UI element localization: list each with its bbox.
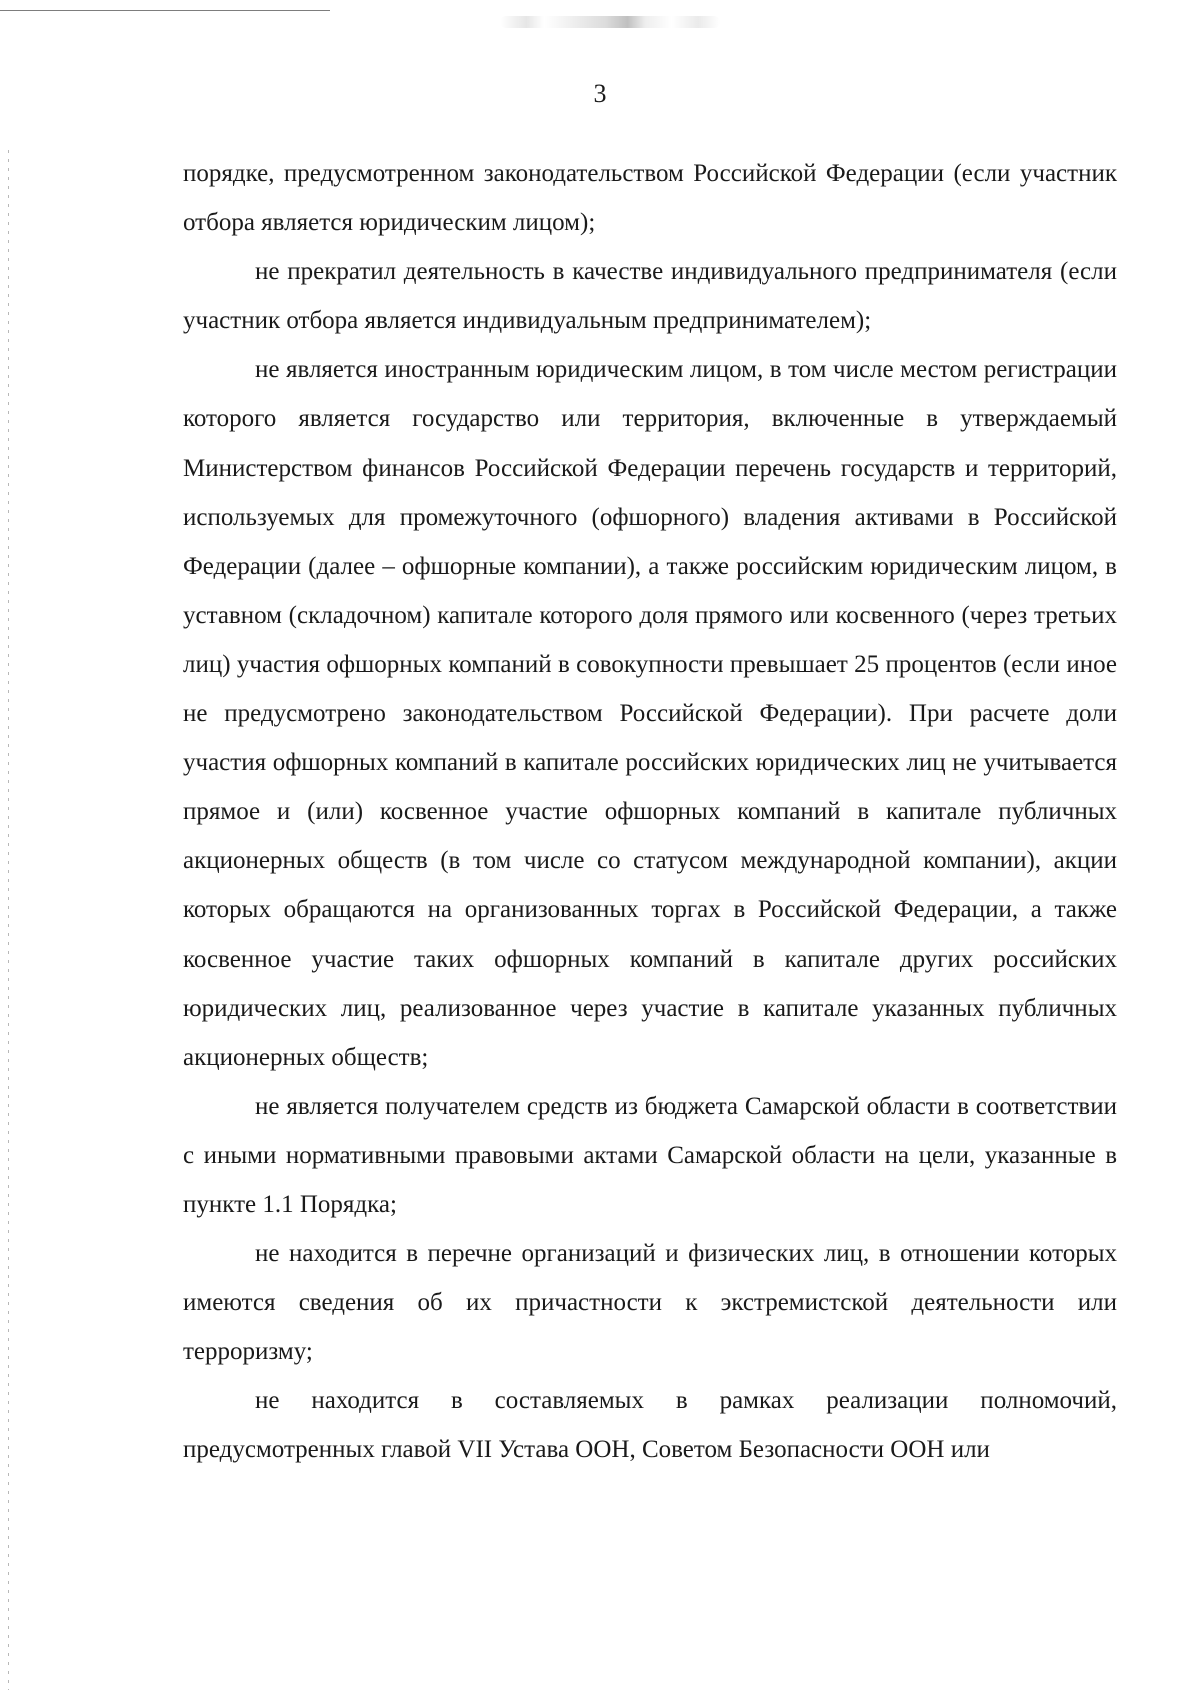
scan-artifact-top-noise (500, 16, 720, 28)
paragraph-6: не находится в составляемых в рамках реализации полномочий, предусмотренных главой VII Устава ООН, Советом Безопасности ООН или (183, 1387, 1117, 1464)
paragraph-5: не находится в перечне организаций и физических лиц, в отношении которых имеются сведения об их причастности к экстремистской деятельности или терроризму; (183, 1240, 1117, 1366)
scan-artifact-top-line (0, 10, 330, 11)
page-number: 3 (593, 79, 607, 108)
paragraph-2: не прекратил деятельность в качестве индивидуального предпринимателя (если участник отбора является индивидуальным предпринимателем); (183, 258, 1117, 335)
paragraph-3: не является иностранным юридическим лицом, в том числе местом регистрации которого является государство или территория, включенные в утверждаемый Министерством финансов Российской Федерации перечень государств и территорий, используемых для промежуточного (офшорного) владения активами в Российской Федерации (далее – офшорные компании), а также российским юридическим лицом, в уставном (складочном) капитале которого доля прямого или косвенного (через третьих лиц) участия офшорных компаний в совокупности превышает 25 процентов (если иное не предусмотрено законодательством Российской Федерации). При расчете доли участия офшорных компаний в капитале российских юридических лиц не учитывается прямое и (или) косвенное участие офшорных компаний в капитале публичных акционерных обществ (в том числе со статусом международной компании), акции которых обращаются на организованных торгах в Российской Федерации, а также косвенное участие таких офшорных компаний в капитале других российских юридических лиц, реализованное через участие в капитале указанных публичных акционерных обществ; (183, 356, 1117, 1071)
document-body (183, 149, 1117, 1475)
scan-artifact-left-edge (8, 150, 9, 1690)
paragraph-1: порядке, предусмотренном законодательством Российской Федерации (если участник отбора является юридическим лицом); (183, 160, 1117, 237)
paragraph-4: не является получателем средств из бюджета Самарской области в соответствии с иными нормативными правовыми актами Самарской области на цели, указанные в пункте 1.1 Порядка; (183, 1092, 1117, 1218)
